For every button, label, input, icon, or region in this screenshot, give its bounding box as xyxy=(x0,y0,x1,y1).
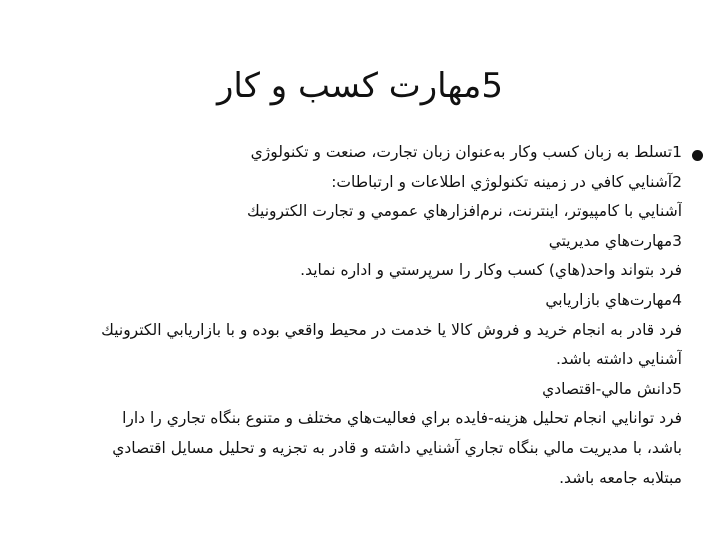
item-3-heading: 3مهارت‌هاي مديريتي xyxy=(548,231,682,250)
item-4-heading: 4مهارت‌هاي بازاريابي xyxy=(545,290,682,309)
item-4-description-line-2: آشنايي داشته باشد. xyxy=(555,350,682,369)
item-5-description-line-2: باشد، با مديريت مالي بنگاه تجاري آشنايي داشته و قادر به تجزيه و تحليل مسايل اقتصادي xyxy=(112,438,682,457)
item-1-heading: 1تسلط به زبان كسب وكار به‌عنوان زبان تجارت، صنعت و تكنولوژي xyxy=(250,143,682,161)
item-4-description-line-1: فرد قادر به انجام خريد و فروش كالا يا خدمت در محيط واقعي بوده و با بازاريابي الكترونيك xyxy=(101,320,682,339)
item-2-heading: 2آشنايي كافي در زمينه تكنولوژي اطلاعات و ارتباطات: xyxy=(331,172,682,191)
item-3-description: فرد بتواند واحد(هاي) كسب وكار را سرپرستي و اداره نمايد. xyxy=(300,261,682,280)
item-2-description: آشنايي با كامپيوتر، اينترنت، نرم‌افزارهاي عمومي و تجارت الكترونيك xyxy=(246,202,682,221)
slide-title: 5مهارت كسب و كار xyxy=(216,66,504,106)
slide-body xyxy=(22,138,682,493)
item-5-description-line-3: مبتلابه جامعه باشد. xyxy=(559,468,682,487)
item-5-heading: 5دانش مالي-اقتصادي xyxy=(542,379,682,398)
item-5-description-line-1: فرد توانايي انجام تحليل هزينه-فايده براي فعاليت‌هاي مختلف و متنوع بنگاه تجاري را دارا xyxy=(122,409,682,428)
bullet-dot-icon xyxy=(692,150,703,161)
